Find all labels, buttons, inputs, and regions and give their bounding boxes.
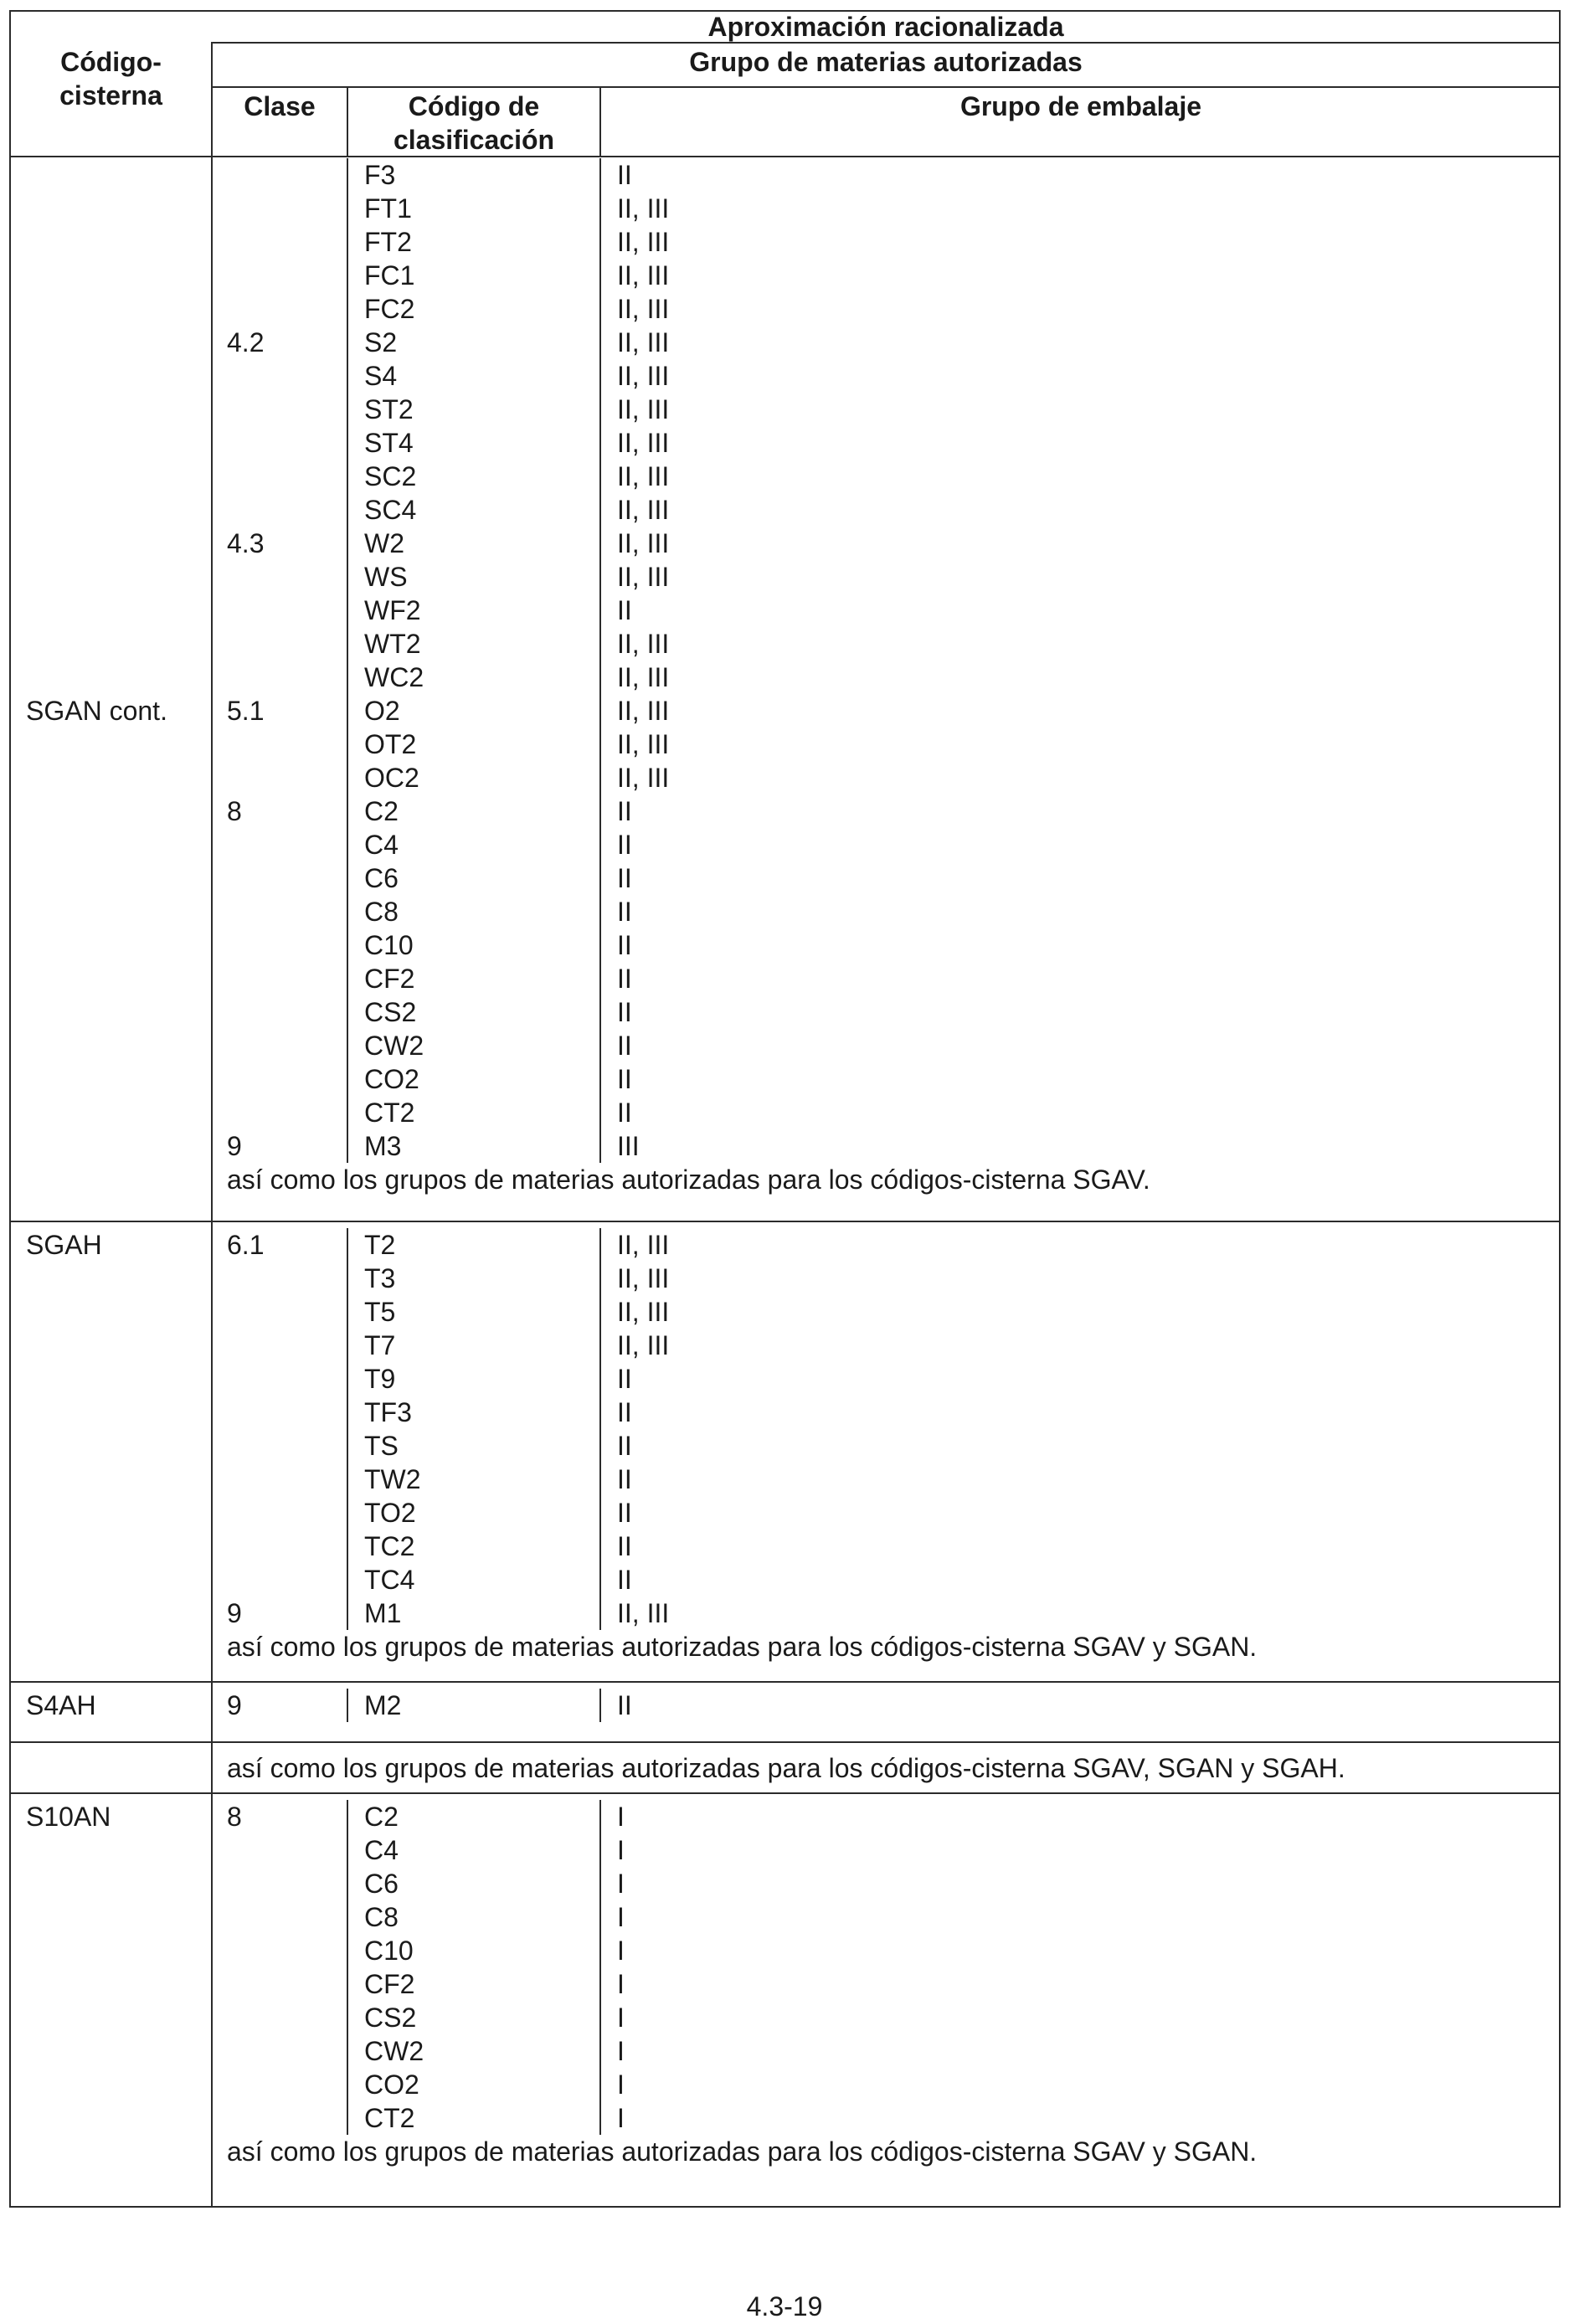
header-class: Clase (244, 91, 316, 121)
class-cell: 8 (227, 796, 242, 826)
packing-group-cell: II (617, 897, 632, 927)
classification-code-cell: CS2 (364, 2003, 417, 2033)
classification-code-cell: C2 (364, 1802, 399, 1832)
classification-code-cell: M1 (364, 1598, 402, 1628)
packing-group-cell: II (617, 997, 632, 1027)
classification-code-cell: M2 (364, 1690, 402, 1720)
classification-code-cell: OC2 (364, 763, 419, 793)
classification-code-cell: CO2 (364, 2069, 419, 2100)
section-note: así como los grupos de materias autorizadas para los códigos-cisterna SGAV. (227, 1165, 1150, 1195)
packing-group-cell: II (617, 1098, 632, 1128)
packing-group-cell: II, III (617, 327, 670, 357)
packing-group-cell: II (617, 1364, 632, 1394)
classification-code-cell: TS (364, 1431, 399, 1461)
packing-group-cell: II, III (617, 1263, 670, 1293)
rule-rows-class (347, 1228, 348, 1630)
rule-col-code (211, 42, 213, 2206)
packing-group-cell: I (617, 2003, 625, 2033)
packing-group-cell: II (617, 1431, 632, 1461)
packing-group-cell: I (617, 1869, 625, 1899)
packing-group-cell: II (617, 964, 632, 994)
header-packing-group: Grupo de embalaje (959, 91, 1202, 121)
section-separator (11, 1792, 1559, 1794)
section-separator (11, 1741, 1559, 1743)
packing-group-cell: I (617, 1902, 625, 1932)
rule-rows-classification (599, 1800, 601, 2135)
packing-group-cell: II (617, 595, 632, 625)
packing-group-cell: II (617, 1064, 632, 1094)
substances-table (9, 10, 1561, 2208)
packing-group-cell: II, III (617, 662, 670, 692)
classification-code-cell: SC2 (364, 461, 417, 491)
packing-group-cell: II (617, 830, 632, 860)
packing-group-cell: I (617, 1936, 625, 1966)
packing-group-cell: II, III (617, 260, 670, 290)
packing-group-cell: I (617, 2069, 625, 2100)
classification-code-cell: WT2 (364, 629, 421, 659)
section-separator (11, 1221, 1559, 1222)
classification-code-cell: S2 (364, 327, 398, 357)
class-cell: 9 (227, 1690, 242, 1720)
packing-group-cell: II (617, 1565, 632, 1595)
classification-code-cell: FC1 (364, 260, 415, 290)
rule-under-group-title (211, 86, 1559, 88)
classification-code-cell: S4 (364, 361, 398, 391)
packing-group-cell: II, III (617, 1297, 670, 1327)
classification-code-cell: C6 (364, 863, 399, 893)
rule-rows-classification (599, 158, 601, 1163)
classification-code-cell: C8 (364, 897, 399, 927)
classification-code-cell: C4 (364, 1835, 399, 1865)
section-note: así como los grupos de materias autorizadas para los códigos-cisterna SGAV y SGAN. (227, 2136, 1258, 2167)
section-note: así como los grupos de materias autorizadas para los códigos-cisterna SGAV y SGAN. (227, 1632, 1258, 1662)
classification-code-cell: CF2 (364, 1969, 415, 1999)
tank-code: SGAN cont. (26, 696, 167, 726)
rule-under-header (11, 156, 1559, 157)
section-note: así como los grupos de materias autorizadas para los códigos-cisterna SGAV, SGAN y SGAH. (227, 1753, 1345, 1783)
tank-code: S4AH (26, 1690, 96, 1720)
classification-code-cell: C2 (364, 796, 399, 826)
section-separator (11, 1681, 1559, 1683)
classification-code-cell: WF2 (364, 595, 421, 625)
classification-code-cell: WC2 (364, 662, 424, 692)
packing-group-cell: II, III (617, 428, 670, 458)
packing-group-cell: II, III (617, 528, 670, 558)
classification-code-cell: TF3 (364, 1397, 412, 1427)
class-cell: 4.2 (227, 327, 265, 357)
classification-code-cell: CF2 (364, 964, 415, 994)
packing-group-cell: II (617, 863, 632, 893)
packing-group-cell: I (617, 1969, 625, 1999)
packing-group-cell: II, III (617, 394, 670, 424)
packing-group-cell: II, III (617, 729, 670, 759)
rule-rows-class (347, 1800, 348, 2135)
classification-code-cell: FC2 (364, 294, 415, 324)
table-title: Aproximación racionalizada (707, 12, 1064, 42)
classification-code-cell: CT2 (364, 1098, 415, 1128)
classification-code-cell: TC4 (364, 1565, 415, 1595)
packing-group-cell: II, III (617, 193, 670, 224)
packing-group-cell: II (617, 1498, 632, 1528)
packing-group-cell: II, III (617, 227, 670, 257)
classification-code-cell: O2 (364, 696, 400, 726)
class-cell: 5.1 (227, 696, 265, 726)
classification-code-cell: C4 (364, 830, 399, 860)
classification-code-cell: FT1 (364, 193, 412, 224)
packing-group-cell: II, III (617, 294, 670, 324)
class-cell: 9 (227, 1131, 242, 1161)
classification-code-cell: TW2 (364, 1464, 421, 1494)
classification-code-cell: ST4 (364, 428, 414, 458)
tank-code: SGAH (26, 1230, 102, 1260)
packing-group-cell: II (617, 1690, 632, 1720)
classification-code-cell: C8 (364, 1902, 399, 1932)
classification-code-cell: CT2 (364, 2103, 415, 2133)
classification-code-cell: W2 (364, 528, 404, 558)
packing-group-cell: II (617, 160, 632, 190)
classification-code-cell: CW2 (364, 1031, 424, 1061)
page-number: 4.3-19 (746, 2291, 823, 2321)
classification-code-cell: TC2 (364, 1531, 415, 1561)
classification-code-cell: C6 (364, 1869, 399, 1899)
packing-group-cell: II (617, 1464, 632, 1494)
header-group-title: Grupo de materias autorizadas (689, 47, 1083, 77)
packing-group-cell: II, III (617, 495, 670, 525)
packing-group-cell: II, III (617, 629, 670, 659)
rule-rows-classification (599, 1689, 601, 1722)
packing-group-cell: II, III (617, 1598, 670, 1628)
packing-group-cell: II, III (617, 461, 670, 491)
packing-group-cell: III (617, 1131, 640, 1161)
classification-code-cell: CO2 (364, 1064, 419, 1094)
class-cell: 4.3 (227, 528, 265, 558)
packing-group-cell: II, III (617, 696, 670, 726)
header-classification-line2: clasificación (393, 125, 555, 155)
packing-group-cell: II, III (617, 1330, 670, 1360)
packing-group-cell: II, III (617, 763, 670, 793)
packing-group-cell: II (617, 1397, 632, 1427)
packing-group-cell: I (617, 2036, 625, 2066)
classification-code-cell: ST2 (364, 394, 414, 424)
classification-code-cell: F3 (364, 160, 396, 190)
packing-group-cell: II (617, 930, 632, 960)
classification-code-cell: CS2 (364, 997, 417, 1027)
rule-rows-classification (599, 1228, 601, 1630)
packing-group-cell: II (617, 1031, 632, 1061)
class-cell: 6.1 (227, 1230, 265, 1260)
packing-group-cell: I (617, 1835, 625, 1865)
header-classification-line1: Código de (408, 91, 540, 121)
classification-code-cell: T5 (364, 1297, 396, 1327)
classification-code-cell: C10 (364, 1936, 414, 1966)
classification-code-cell: TO2 (364, 1498, 416, 1528)
packing-group-cell: II, III (617, 1230, 670, 1260)
classification-code-cell: SC4 (364, 495, 417, 525)
classification-code-cell: OT2 (364, 729, 417, 759)
header-code-line2: cisterna (59, 80, 162, 111)
rule-rows-class (347, 158, 348, 1163)
header-code-line1: Código- (60, 47, 162, 77)
class-cell: 9 (227, 1598, 242, 1628)
classification-code-cell: C10 (364, 930, 414, 960)
packing-group-cell: II (617, 1531, 632, 1561)
classification-code-cell: T3 (364, 1263, 396, 1293)
packing-group-cell: II (617, 796, 632, 826)
class-cell: 8 (227, 1802, 242, 1832)
classification-code-cell: CW2 (364, 2036, 424, 2066)
tank-code: S10AN (26, 1802, 111, 1832)
classification-code-cell: T2 (364, 1230, 396, 1260)
classification-code-cell: FT2 (364, 227, 412, 257)
classification-code-cell: WS (364, 562, 408, 592)
classification-code-cell: T9 (364, 1364, 396, 1394)
packing-group-cell: I (617, 1802, 625, 1832)
classification-code-cell: M3 (364, 1131, 402, 1161)
packing-group-cell: I (617, 2103, 625, 2133)
packing-group-cell: II, III (617, 361, 670, 391)
classification-code-cell: T7 (364, 1330, 396, 1360)
rule-rows-class (347, 1689, 348, 1722)
packing-group-cell: II, III (617, 562, 670, 592)
